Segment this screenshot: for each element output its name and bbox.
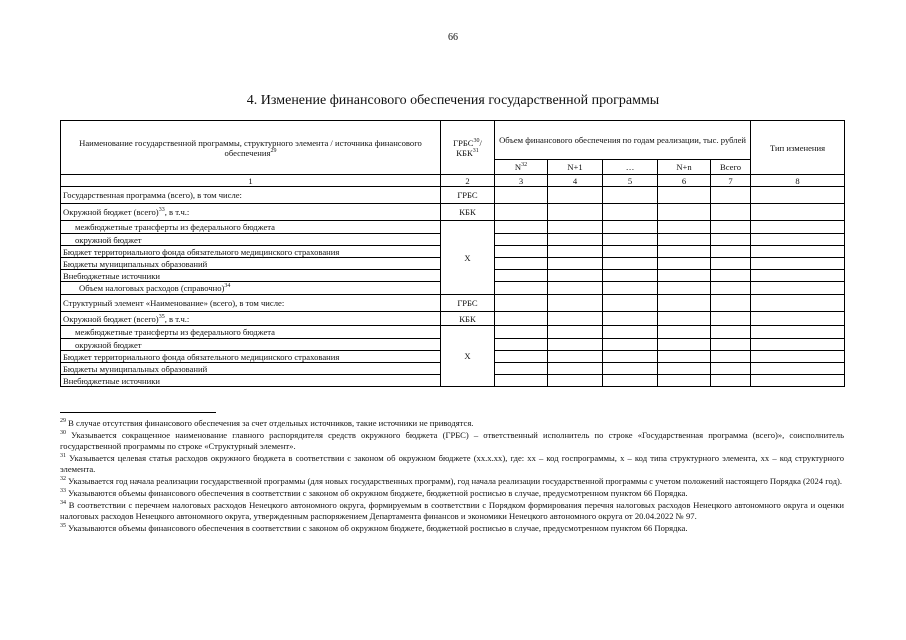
table-row bbox=[61, 187, 845, 204]
footnote: $^{31}$ Указывается целевая статья расходов окружного бюджета в соответствии с законом об окружном бюджете (хх.х.хх), где: хх – код госпрограммы, х – код типа структурного элемента, хх – код структурного элемента. bbox=[60, 453, 844, 474]
table-row bbox=[61, 204, 845, 221]
change-type-column-header: Тип изменения bbox=[751, 121, 845, 175]
footnote: $^{32}$ Указывается год начала реализации государственной программы (для новых государственных программ), год начала реализации государственной программы с учетом положений настоящего Порядка (2024 год). bbox=[60, 476, 842, 486]
row-label: Бюджеты муниципальных образований bbox=[61, 258, 441, 270]
row-label: Государственная программа (всего), в том числе: bbox=[61, 187, 441, 204]
row-label: Структурный элемент «Наименование» (всего), в том числе: bbox=[61, 295, 441, 312]
footnote-divider bbox=[60, 412, 216, 413]
year-dots-header: … bbox=[603, 160, 658, 175]
grbs-kbk-column-header: ГРБС$^{30}$/ КБК$^{31}$ bbox=[441, 121, 495, 175]
year-nn-header: N+n bbox=[658, 160, 711, 175]
table-row bbox=[61, 312, 845, 326]
row-code: ГРБС bbox=[441, 295, 495, 312]
footnote: $^{30}$ Указывается сокращенное наименование главного распорядителя средств окружного бюджета (ГРБС) – ответственный исполнитель по строке «Государственная программа (всего)», соисполнитель государственной программы по строке «Структурный элемент». bbox=[60, 430, 844, 451]
col-number: 2 bbox=[441, 175, 495, 187]
year-n1-header: N+1 bbox=[548, 160, 603, 175]
col-number: 7 bbox=[711, 175, 751, 187]
financing-table bbox=[60, 120, 845, 387]
year-n-header: $N^{32}$ bbox=[495, 160, 548, 175]
row-label: Окружной бюджет (всего)$^{33}$, в т.ч.: bbox=[61, 204, 441, 221]
row-code: ГРБС bbox=[441, 187, 495, 204]
col-number: 8 bbox=[751, 175, 845, 187]
col-number: 3 bbox=[495, 175, 548, 187]
page-number: 66 bbox=[448, 32, 458, 43]
header-row bbox=[61, 121, 845, 160]
col-number: 5 bbox=[603, 175, 658, 187]
section-title: 4. Изменение финансового обеспечения государственной программы bbox=[246, 93, 660, 108]
footnote: $^{34}$ В соответствии с перечнем налоговых расходов Ненецкого автономного округа, формируемым в соответствии с Порядком формирования перечня налоговых расходов Ненецкого автономного округа и оценки налоговых расходов Ненецкого автономного округа, утвержденным распоряжением Департамента финансов и экономики Ненецкого автономного округа от 20.04.2022 № 97. bbox=[60, 500, 844, 521]
row-label: Внебюджетные источники bbox=[61, 375, 441, 387]
year-total-header: Всего bbox=[711, 160, 751, 175]
col-number: 6 bbox=[658, 175, 711, 187]
row-code: КБК bbox=[441, 204, 495, 221]
col-number: 4 bbox=[548, 175, 603, 187]
footnote: $^{29}$ В случае отсутствия финансового обеспечения за счет отдельных источников, такие источники не приводятся. bbox=[60, 418, 474, 428]
table-row bbox=[61, 295, 845, 312]
table-row bbox=[61, 221, 845, 234]
row-code-merged: Х bbox=[441, 221, 495, 295]
row-label: Бюджет территориального фонда обязательного медицинского страхования bbox=[61, 351, 441, 363]
row-label: окружной бюджет bbox=[61, 339, 441, 351]
volume-column-header: Объем финансового обеспечения по годам реализации, тыс. рублей bbox=[495, 121, 751, 160]
footnote: $^{33}$ Указываются объемы финансового обеспечения в соответствии с законом об окружном бюджете, бюджетной росписью в случае, предусмотренном пунктом 66 Порядка. bbox=[60, 488, 688, 498]
row-label: Бюджет территориального фонда обязательного медицинского страхования bbox=[61, 246, 441, 258]
row-label: Объем налоговых расходов (справочно)$^{34}$ bbox=[61, 282, 441, 295]
col-number: 1 bbox=[61, 175, 441, 187]
row-label: межбюджетные трансферты из федерального бюджета bbox=[61, 326, 441, 339]
footnotes bbox=[60, 418, 844, 535]
row-label: Бюджеты муниципальных образований bbox=[61, 363, 441, 375]
footnote: $^{35}$ Указываются объемы финансового обеспечения в соответствии с законом об окружном бюджете, бюджетной росписью в случае, предусмотренном пунктом 66 Порядка. bbox=[60, 523, 688, 533]
row-label: окружной бюджет bbox=[61, 234, 441, 246]
name-column-header: Наименование государственной программы, структурного элемента / источника финансового обеспечения$^{29}$ bbox=[61, 121, 441, 175]
row-label: межбюджетные трансферты из федерального бюджета bbox=[61, 221, 441, 234]
row-label: Внебюджетные источники bbox=[61, 270, 441, 282]
column-numbers-row bbox=[61, 175, 845, 187]
row-label: Окружной бюджет (всего)$^{35}$, в т.ч.: bbox=[61, 312, 441, 326]
row-code-merged: Х bbox=[441, 326, 495, 387]
row-code: КБК bbox=[441, 312, 495, 326]
table-row bbox=[61, 326, 845, 339]
